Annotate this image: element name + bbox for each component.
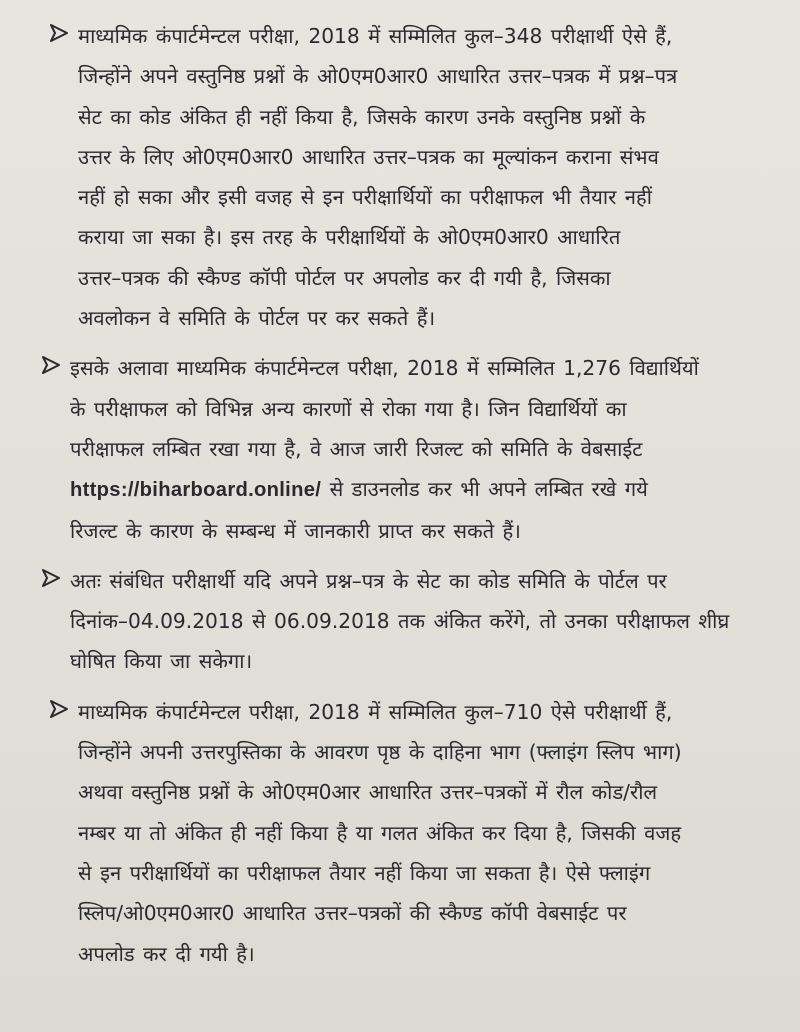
paragraph-1-line: उत्तर–पत्रक की स्कैण्ड कॉपी पोर्टल पर अपलोड कर दी गयी है, जिसका xyxy=(78,265,611,290)
paragraph-2-line: इसके अलावा माध्यमिक कंपार्टमेन्टल परीक्षा, 2018 में सम्मिलित 1,276 विद्यार्थियों xyxy=(70,356,699,381)
paragraph-4-line: जिन्होंने अपनी उत्तरपुस्तिका के आवरण पृष्ठ के दाहिना भाग (फ्लाइंग स्लिप भाग) xyxy=(78,740,682,765)
paragraph-2 xyxy=(70,348,772,550)
paragraph-1-line: जिन्होंने अपने वस्तुनिष्ठ प्रश्नों के ओ0एम0आर0 आधारित उत्तर–पत्रक में प्रश्न–पत्र xyxy=(78,64,678,89)
paragraph-1-line: अवलोकन वे समिति के पोर्टल पर कर सकते हैं। xyxy=(78,306,436,331)
paragraph-1-line: कराया जा सका है। इस तरह के परीक्षार्थियों के ओ0एम0आर0 आधारित xyxy=(78,225,621,250)
paragraph-1 xyxy=(78,16,772,338)
paragraph-block-3 xyxy=(40,561,772,682)
paragraph-4-line: अथवा वस्तुनिष्ठ प्रश्नों के ओ0एम0आर आधारित उत्तर–पत्रकों में रौल कोड/रौल xyxy=(78,780,658,805)
paragraph-block-2 xyxy=(40,348,772,550)
paragraph-2-line: परीक्षाफल लम्बित रखा गया है, वे आज जारी रिजल्ट को समिति के वेबसाईट xyxy=(70,436,643,461)
paragraph-1-line: माध्यमिक कंपार्टमेन्टल परीक्षा, 2018 में सम्मिलित कुल–348 परीक्षार्थी ऐसे हैं, xyxy=(78,24,673,48)
paragraph-4-line: माध्यमिक कंपार्टमेन्टल परीक्षा, 2018 में सम्मिलित कुल–710 ऐसे परीक्षार्थी हैं, xyxy=(78,699,673,724)
paragraph-1-line: सेट का कोड अंकित ही नहीं किया है, जिसके कारण उनके वस्तुनिष्ठ प्रश्नों के xyxy=(78,104,646,129)
paragraph-4-line: अपलोड कर दी गयी है। xyxy=(78,941,255,966)
paragraph-4-line: स्लिप/ओ0एम0आर0 आधारित उत्तर–पत्रकों की स्कैण्ड कॉपी वेबसाईट पर xyxy=(78,901,627,926)
paragraph-4 xyxy=(78,692,772,974)
arrow-right-bullet-icon xyxy=(40,567,64,593)
paragraph-2-line: के परीक्षाफल को विभिन्न अन्य कारणों से रोका गया है। जिन विद्यार्थियों का xyxy=(70,396,627,421)
paragraph-2-line: रिजल्ट के कारण के सम्बन्ध में जानकारी प्राप्त कर सकते हैं। xyxy=(70,518,521,543)
paragraph-4-line: से इन परीक्षार्थियों का परीक्षाफल तैयार नहीं किया जा सकता है। ऐसे फ्लाइंग xyxy=(78,860,651,885)
paragraph-3-line: अतः संबंधित परीक्षार्थी यदि अपने प्रश्न–पत्र के सेट का कोड समिति के पोर्टल पर xyxy=(70,568,667,593)
paragraph-3-line: घोषित किया जा सकेगा। xyxy=(70,649,253,674)
paragraph-1-line: उत्तर के लिए ओ0एम0आर0 आधारित उत्तर–पत्रक का मूल्यांकन कराना संभव xyxy=(78,144,659,169)
arrow-right-bullet-icon xyxy=(48,22,72,48)
paragraph-1-line: नहीं हो सका और इसी वजह से इन परीक्षार्थियों का परीक्षाफल भी तैयार नहीं xyxy=(78,185,652,210)
paragraph-3-line: दिनांक–04.09.2018 से 06.09.2018 तक अंकित करेंगे, तो उनका परीक्षाफल शीघ्र xyxy=(70,609,730,634)
board-website-url: https://biharboard.online/ xyxy=(70,479,322,502)
arrow-right-bullet-icon xyxy=(48,698,72,724)
paragraph-4-line: नम्बर या तो अंकित ही नहीं किया है या गलत अंकित कर दिया है, जिसकी वजह xyxy=(78,820,682,845)
paragraph-3 xyxy=(70,561,772,682)
arrow-right-bullet-icon xyxy=(40,354,64,380)
paragraph-block-1 xyxy=(48,16,772,338)
url-suffix-text: से डाउनलोड कर भी अपने लम्बित रखे गये xyxy=(329,477,648,502)
paragraph-block-4 xyxy=(48,692,772,974)
paragraph-2-url-line xyxy=(70,469,772,510)
